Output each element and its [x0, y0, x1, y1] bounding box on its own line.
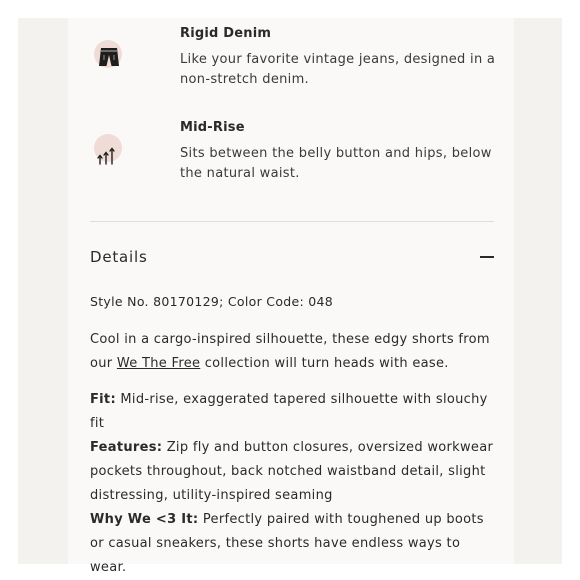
page-frame	[18, 18, 562, 575]
features-text: Zip fly and button closures, oversized workwear pockets throughout, back notched waistband detail, slight distressing, utility-inspired seaming	[90, 440, 494, 503]
we-the-free-link[interactable]: We The Free	[116, 356, 201, 371]
features-paragraph	[90, 436, 500, 508]
rise-arrows-icon	[92, 134, 136, 178]
why-text: Perfectly paired with toughened up boots or casual sneakers, these shorts have endless ways to wear.	[90, 512, 484, 575]
minus-icon[interactable]	[478, 246, 498, 266]
fit-text: Mid-rise, exaggerated tapered silhouette with slouchy fit	[90, 392, 488, 431]
details-heading[interactable]: Details	[90, 248, 148, 266]
rise-arrows-svg	[92, 134, 128, 170]
minus-bar	[480, 256, 494, 258]
shorts-svg	[92, 40, 128, 76]
feature-description: Like your favorite vintage jeans, designed in a non-stretch denim.	[180, 52, 496, 87]
fit-label: Fit:	[90, 392, 116, 407]
feature-title: Rigid Denim	[180, 26, 272, 41]
feature-description: Sits between the belly button and hips, below the natural waist.	[180, 146, 492, 181]
features-label: Features:	[90, 440, 163, 455]
fit-paragraph	[90, 388, 500, 436]
intro-text: Cool in a cargo-inspired silhouette, these edgy shorts from our	[90, 332, 490, 371]
shorts-icon	[92, 40, 136, 84]
feature-rigid-denim	[68, 18, 514, 98]
why-paragraph	[90, 508, 500, 580]
feature-mid-rise	[68, 110, 514, 190]
why-label: Why We <3 It:	[90, 512, 199, 527]
style-number: Style No. 80170129; Color Code: 048	[90, 294, 334, 309]
product-info-panel	[68, 18, 514, 575]
intro-text-end: collection will turn heads with ease.	[200, 356, 449, 371]
section-divider	[90, 221, 494, 222]
intro-paragraph	[90, 328, 500, 376]
feature-title: Mid-Rise	[180, 120, 245, 135]
